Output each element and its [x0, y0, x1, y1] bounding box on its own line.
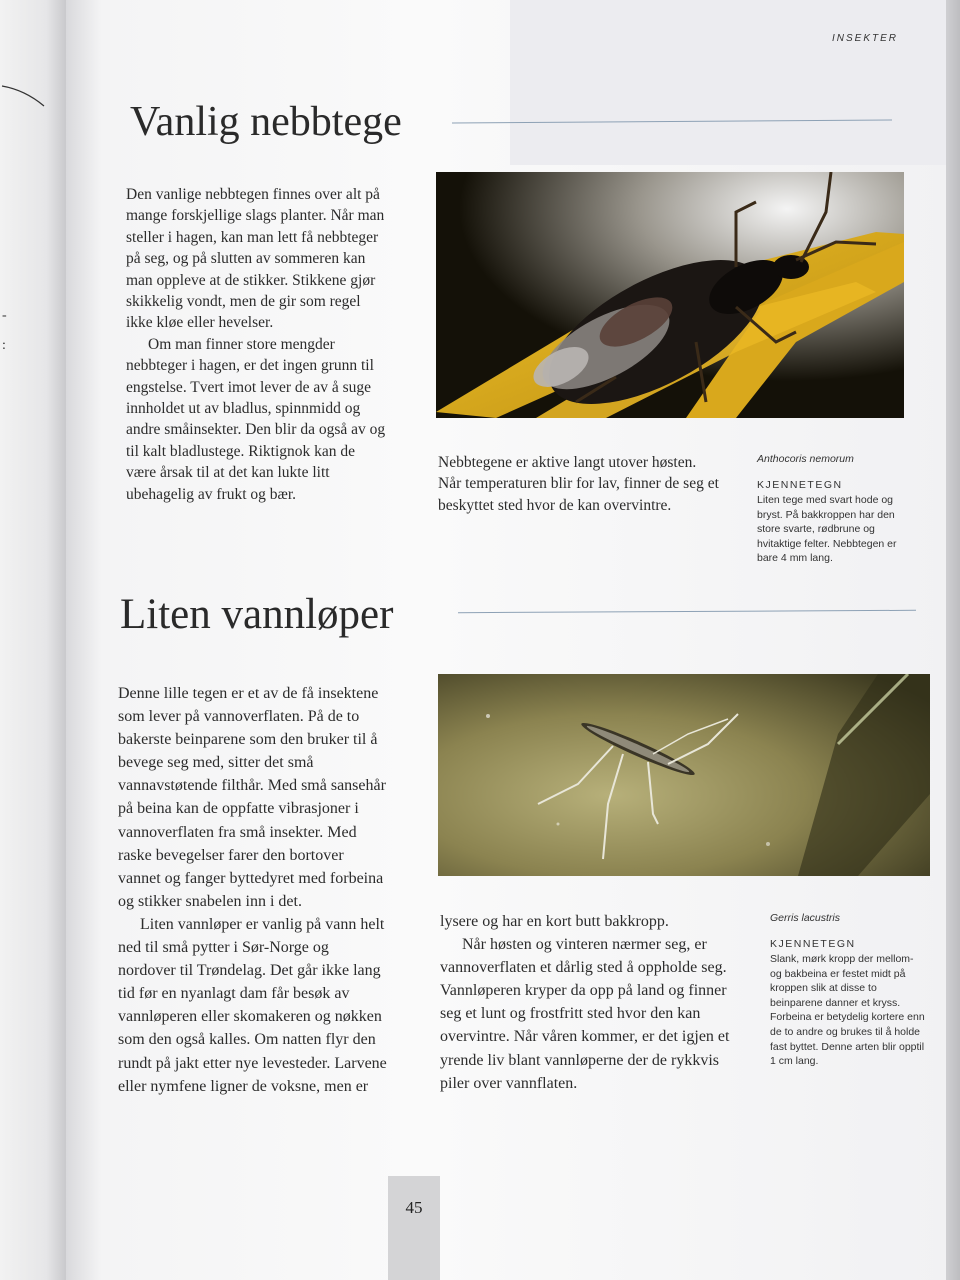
body-paragraph: Denne lille tegen er et av de få insektene som lever på vannoverflaten. På de to bakerste beinparene som den bruker til å bevege seg med, sitter det små vannavstøtende filthår. Med små sansehår på beina kan de oppfatte vibrasjoner i vannoverflaten fra små insekter. Med raske bevegelser farer den bortover vannet og fanger byttedyret med forbeina og stikker snabelen inn i det. [118, 685, 386, 910]
page-number-box [388, 1176, 440, 1280]
caption-heading: KJENNETEGN [757, 479, 843, 491]
body-paragraph: Den vanlige nebbtegen finnes over alt på mange forskjellige slags planter. Når man steller i hagen, kan man lett få nebbteger på seg, og på slutten av sommeren kan man oppleve at de stikker. Stikkene gjør skikkelig vondt, men de gir som regel ikke kløe eller hevelser. [126, 186, 385, 332]
body-paragraph: Nebbtegene er aktive langt utover høsten. Når temperaturen blir for lav, finner de seg et beskyttet sted hvor de kan overvintre. [438, 454, 719, 514]
caption-heading: KJENNETEGN [770, 938, 856, 950]
body-paragraph: Om man finner store mengder nebbteger i hagen, er det ingen grunn til engstelse. Tvert imot lever de av å suge innholdet ut av bladlus, spinnmidd og andre småinsekter. Den blir da også av og til kalt bladlustege. Riktignok kan de være årsak til at det kan lukte litt ubehagelig av frukt og bær. [126, 335, 386, 503]
facing-page-mark: : [2, 338, 6, 353]
species-name: Anthocoris nemorum [757, 453, 854, 465]
body-paragraph: Liten vannløper er vanlig på vann helt ned til små pytter i Sør-Norge og nordover til Trøndelag. Det går ikke lang tid før en nyanlagt dam får besøk av vannløperen eller skomakeren og nøkken som den også kalles. Om natten flyr den rundt på jakt etter nye levesteder. Larvene eller nymfene ligner de voksne, men er [118, 915, 387, 1095]
caption-description: Slank, mørk kropp der mellom- og bakbeina er festet midt på kroppen slik at disse to beinparene danner et kryss. Forbeina er betydelig kortere enn de to andre og brukes til å holde fast byttet. Denne arten blir opptil 1 cm lang. [770, 953, 925, 1068]
article-body [126, 184, 386, 505]
section-header: INSEKTER [832, 33, 899, 44]
species-name: Gerris lacustris [770, 912, 841, 924]
bug-photo-illustration [436, 172, 904, 418]
article-column-2 [438, 452, 720, 516]
article-title: Vanlig nebbtege [130, 99, 402, 145]
article-title: Liten vannløper [120, 591, 394, 638]
facing-page-line [0, 78, 60, 118]
article-column-2 [440, 910, 730, 1095]
species-caption [770, 912, 928, 1069]
body-paragraph: Når høsten og vinteren nærmer seg, er vannoverflaten et dårlig sted å oppholde seg. Vannløperen kryper da opp på land og finner seg et lunt og frostfritt sted hvor den kan overvintre. Når våren kommer, er det igjen et yrende liv blant vannløperne der de rykkvis piler over vannflaten. [440, 936, 730, 1092]
photo-gerris-lacustris [438, 674, 930, 876]
species-caption [757, 453, 917, 566]
page-edge [946, 0, 960, 1280]
water-strider-photo-illustration [438, 674, 930, 876]
page-shade [510, 0, 950, 165]
facing-page-mark: - [2, 308, 7, 323]
page-number: 45 [405, 1198, 423, 1217]
facing-page-edge [0, 0, 66, 1280]
body-paragraph: lysere og har en kort butt bakkropp. [440, 913, 669, 930]
photo-anthocoris-nemorum [436, 172, 904, 418]
caption-description: Liten tege med svart hode og bryst. På bakkroppen har den store svarte, rødbrune og hvitaktige felter. Nebbtegen er bare 4 mm lang. [757, 494, 897, 565]
article-body [118, 682, 390, 1098]
